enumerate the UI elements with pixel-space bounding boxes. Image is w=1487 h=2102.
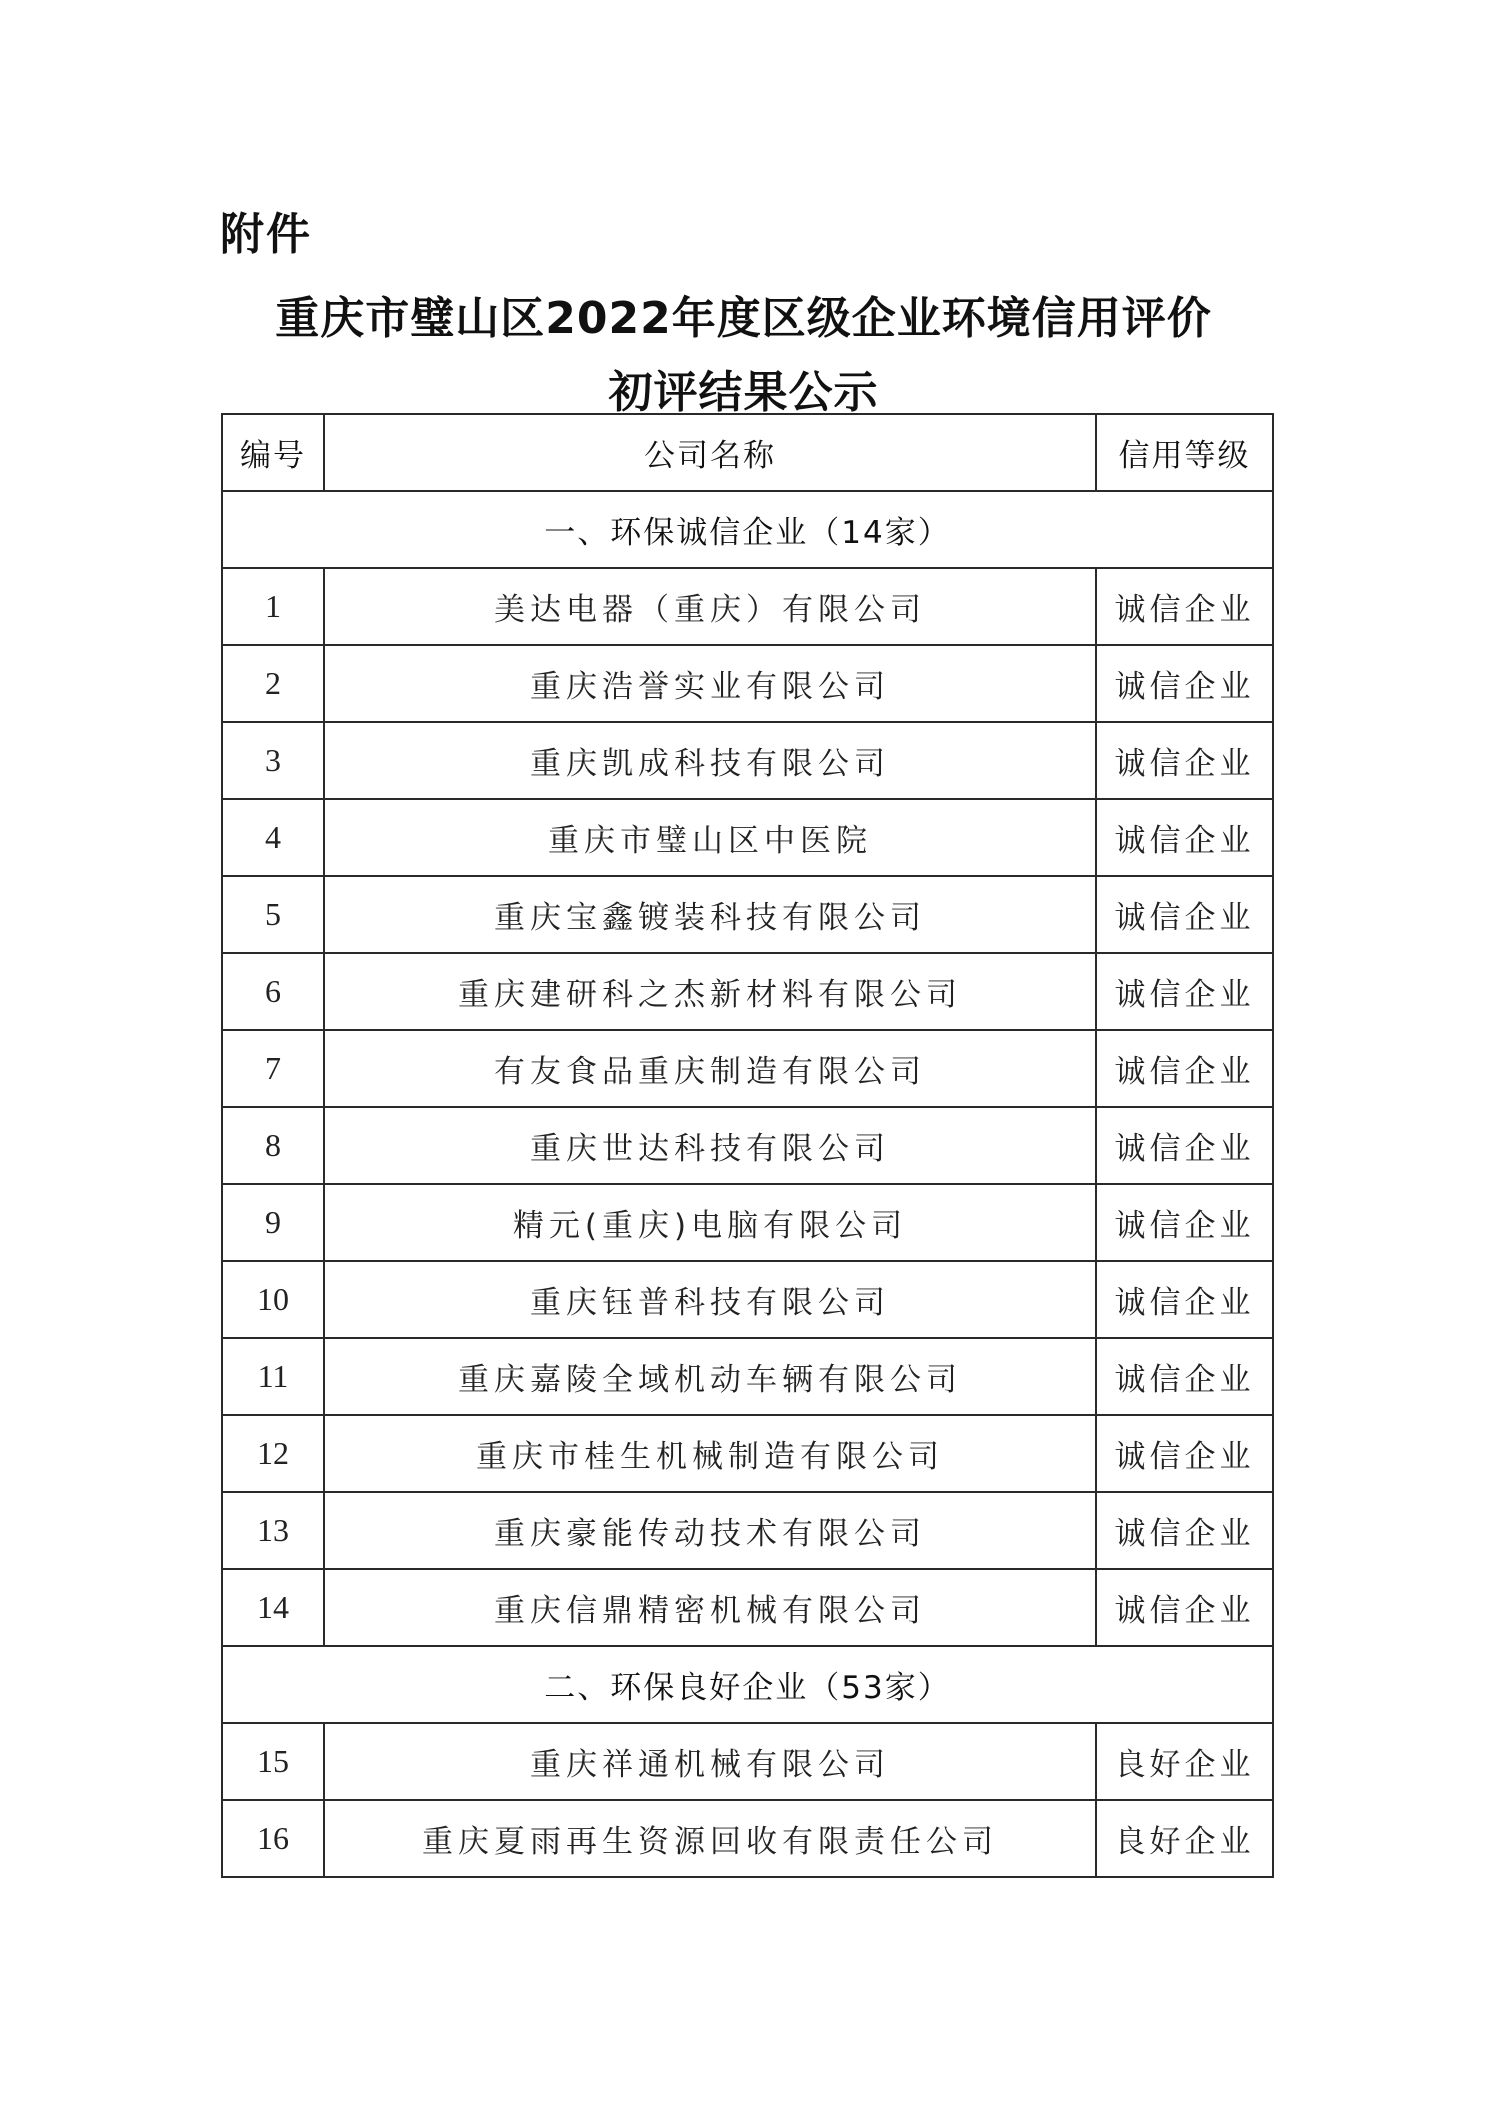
credit-grade: 诚信企业: [1096, 645, 1273, 722]
credit-grade: 良好企业: [1096, 1800, 1273, 1877]
company-name: 重庆嘉陵全域机动车辆有限公司: [324, 1338, 1096, 1415]
table-row: [222, 1415, 1273, 1492]
table-row: [222, 1723, 1273, 1800]
table-row: [222, 645, 1273, 722]
table-row: [222, 722, 1273, 799]
table-header-row: [222, 414, 1273, 491]
row-number: 6: [222, 953, 324, 1030]
row-number: 5: [222, 876, 324, 953]
table-row: [222, 953, 1273, 1030]
row-number: 15: [222, 1723, 324, 1800]
header-credit-grade: 信用等级: [1096, 414, 1273, 491]
credit-grade: 诚信企业: [1096, 1569, 1273, 1646]
credit-grade: 诚信企业: [1096, 568, 1273, 645]
section-heading: 一、环保诚信企业（14家）: [222, 491, 1273, 568]
company-name: 重庆市璧山区中医院: [324, 799, 1096, 876]
company-name: 重庆豪能传动技术有限公司: [324, 1492, 1096, 1569]
company-name: 重庆夏雨再生资源回收有限责任公司: [324, 1800, 1096, 1877]
table-row: [222, 1184, 1273, 1261]
table-row: [222, 799, 1273, 876]
credit-grade: 诚信企业: [1096, 1184, 1273, 1261]
company-name: 精元(重庆)电脑有限公司: [324, 1184, 1096, 1261]
credit-grade: 良好企业: [1096, 1723, 1273, 1800]
header-company-name: 公司名称: [324, 414, 1096, 491]
section-row: [222, 491, 1273, 568]
row-number: 1: [222, 568, 324, 645]
company-name: 有友食品重庆制造有限公司: [324, 1030, 1096, 1107]
credit-grade: 诚信企业: [1096, 1261, 1273, 1338]
table-row: [222, 876, 1273, 953]
row-number: 3: [222, 722, 324, 799]
row-number: 9: [222, 1184, 324, 1261]
row-number: 13: [222, 1492, 324, 1569]
company-name: 重庆市桂生机械制造有限公司: [324, 1415, 1096, 1492]
row-number: 14: [222, 1569, 324, 1646]
row-number: 11: [222, 1338, 324, 1415]
credit-grade: 诚信企业: [1096, 953, 1273, 1030]
credit-grade: 诚信企业: [1096, 1030, 1273, 1107]
table-row: [222, 1569, 1273, 1646]
credit-grade: 诚信企业: [1096, 1107, 1273, 1184]
company-name: 重庆凯成科技有限公司: [324, 722, 1096, 799]
row-number: 4: [222, 799, 324, 876]
company-name: 重庆浩誉实业有限公司: [324, 645, 1096, 722]
row-number: 7: [222, 1030, 324, 1107]
header-number: 编号: [222, 414, 324, 491]
company-name: 重庆祥通机械有限公司: [324, 1723, 1096, 1800]
table-row: [222, 1030, 1273, 1107]
row-number: 10: [222, 1261, 324, 1338]
company-name: 重庆宝鑫镀装科技有限公司: [324, 876, 1096, 953]
table-row: [222, 1261, 1273, 1338]
table-row: [222, 568, 1273, 645]
row-number: 2: [222, 645, 324, 722]
company-name: 重庆钰普科技有限公司: [324, 1261, 1096, 1338]
credit-grade: 诚信企业: [1096, 1338, 1273, 1415]
document-subtitle: 初评结果公示: [608, 367, 879, 418]
company-name: 重庆建研科之杰新材料有限公司: [324, 953, 1096, 1030]
attachment-label: 附件: [220, 209, 312, 260]
credit-grade: 诚信企业: [1096, 799, 1273, 876]
row-number: 16: [222, 1800, 324, 1877]
table-row: [222, 1492, 1273, 1569]
company-name: 重庆世达科技有限公司: [324, 1107, 1096, 1184]
company-name: 美达电器（重庆）有限公司: [324, 568, 1096, 645]
credit-grade: 诚信企业: [1096, 1492, 1273, 1569]
table-row: [222, 1107, 1273, 1184]
row-number: 8: [222, 1107, 324, 1184]
credit-grade: 诚信企业: [1096, 722, 1273, 799]
section-row: [222, 1646, 1273, 1723]
table-row: [222, 1338, 1273, 1415]
credit-grade: 诚信企业: [1096, 876, 1273, 953]
row-number: 12: [222, 1415, 324, 1492]
results-table: [221, 413, 1274, 1878]
table-row: [222, 1800, 1273, 1877]
company-name: 重庆信鼎精密机械有限公司: [324, 1569, 1096, 1646]
document-title: 重庆市璧山区2022年度区级企业环境信用评价: [275, 293, 1212, 344]
credit-grade: 诚信企业: [1096, 1415, 1273, 1492]
section-heading: 二、环保良好企业（53家）: [222, 1646, 1273, 1723]
